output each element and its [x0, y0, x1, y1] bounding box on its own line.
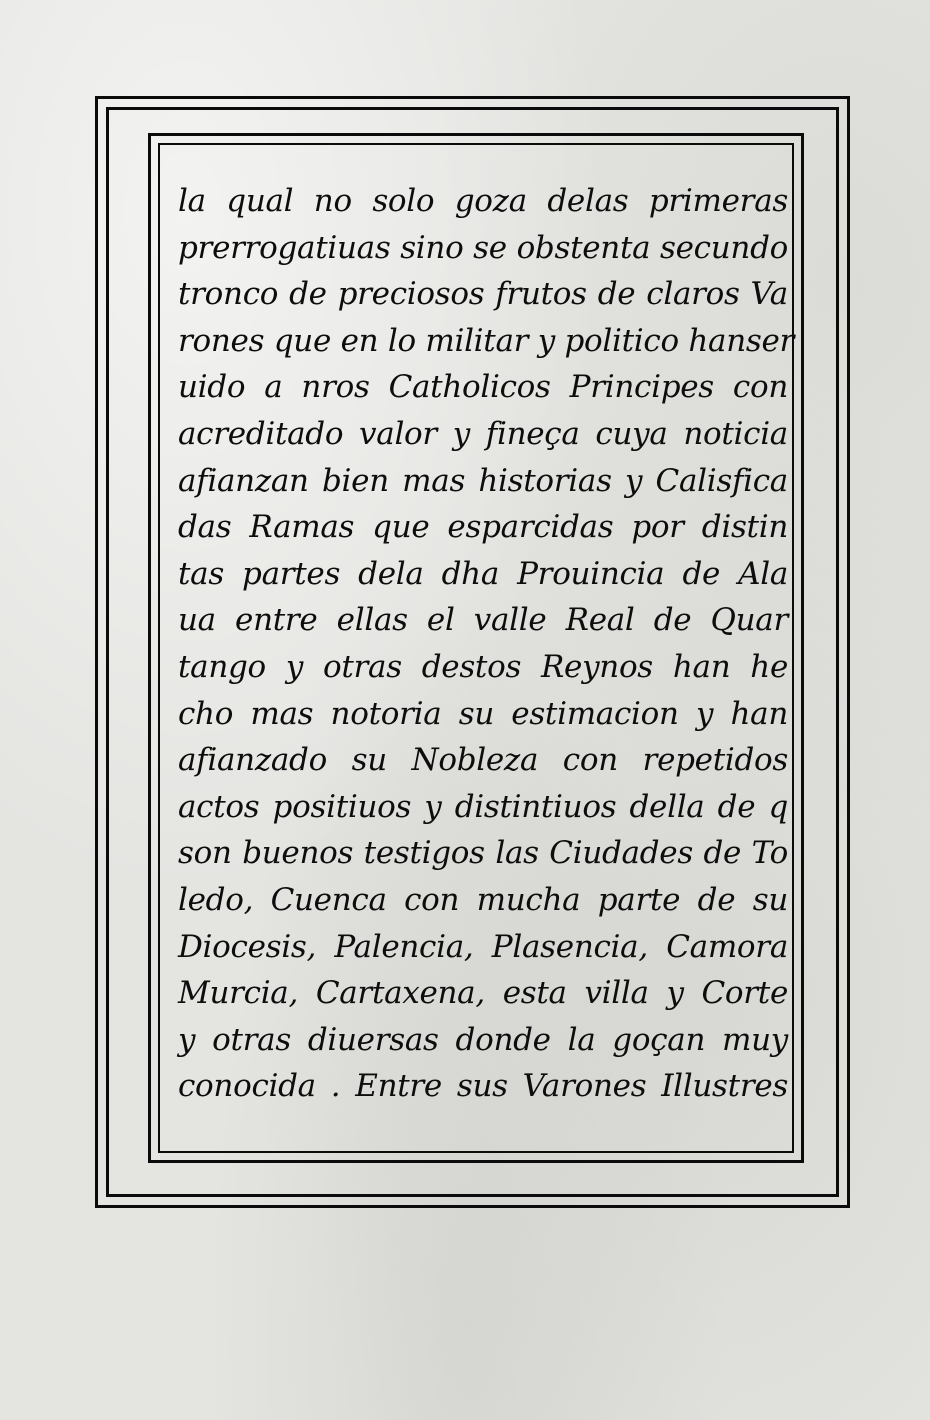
manuscript-line: prerrogatiuas sino se obstenta secundo	[178, 229, 788, 266]
manuscript-line: la qual no solo goza delas primeras	[178, 183, 788, 219]
manuscript-line: actos positiuos y distintiuos della de q	[178, 788, 788, 825]
manuscript-line: tango y otras destos Reynos han he	[178, 648, 788, 685]
manuscript-line: Murcia, Cartaxena, esta villa y Corte	[178, 975, 788, 1012]
manuscript-line: afianzado su Nobleza con repetidos	[178, 742, 788, 779]
manuscript-text	[178, 178, 795, 1110]
manuscript-line: son buenos testigos las Ciudades de To	[178, 835, 788, 872]
manuscript-line: tas partes dela dha Prouincia de Ala	[178, 555, 788, 592]
manuscript-line: conocida . Entre sus Varones Illustres	[178, 1068, 788, 1105]
manuscript-line: Diocesis, Palencia, Plasencia, Camora	[178, 928, 788, 965]
manuscript-line: cho mas notoria su estimacion y han	[178, 695, 788, 732]
manuscript-line: ua entre ellas el valle Real de Quar	[178, 602, 788, 639]
manuscript-line: uido a nros Catholicos Principes con	[178, 369, 788, 406]
manuscript-line: afianzan bien mas historias y Calisfica	[178, 462, 788, 499]
manuscript-line: y otras diuersas donde la goçan muy	[178, 1021, 788, 1058]
manuscript-line: rones que en lo militar y politico hanser	[178, 322, 795, 359]
manuscript-line: ledo, Cuenca con mucha parte de su	[178, 881, 788, 918]
manuscript-line: das Ramas que esparcidas por distin	[178, 509, 788, 546]
manuscript-line: tronco de preciosos frutos de claros Va	[178, 276, 788, 313]
manuscript-line: acreditado valor y fineça cuya noticia	[178, 415, 788, 452]
